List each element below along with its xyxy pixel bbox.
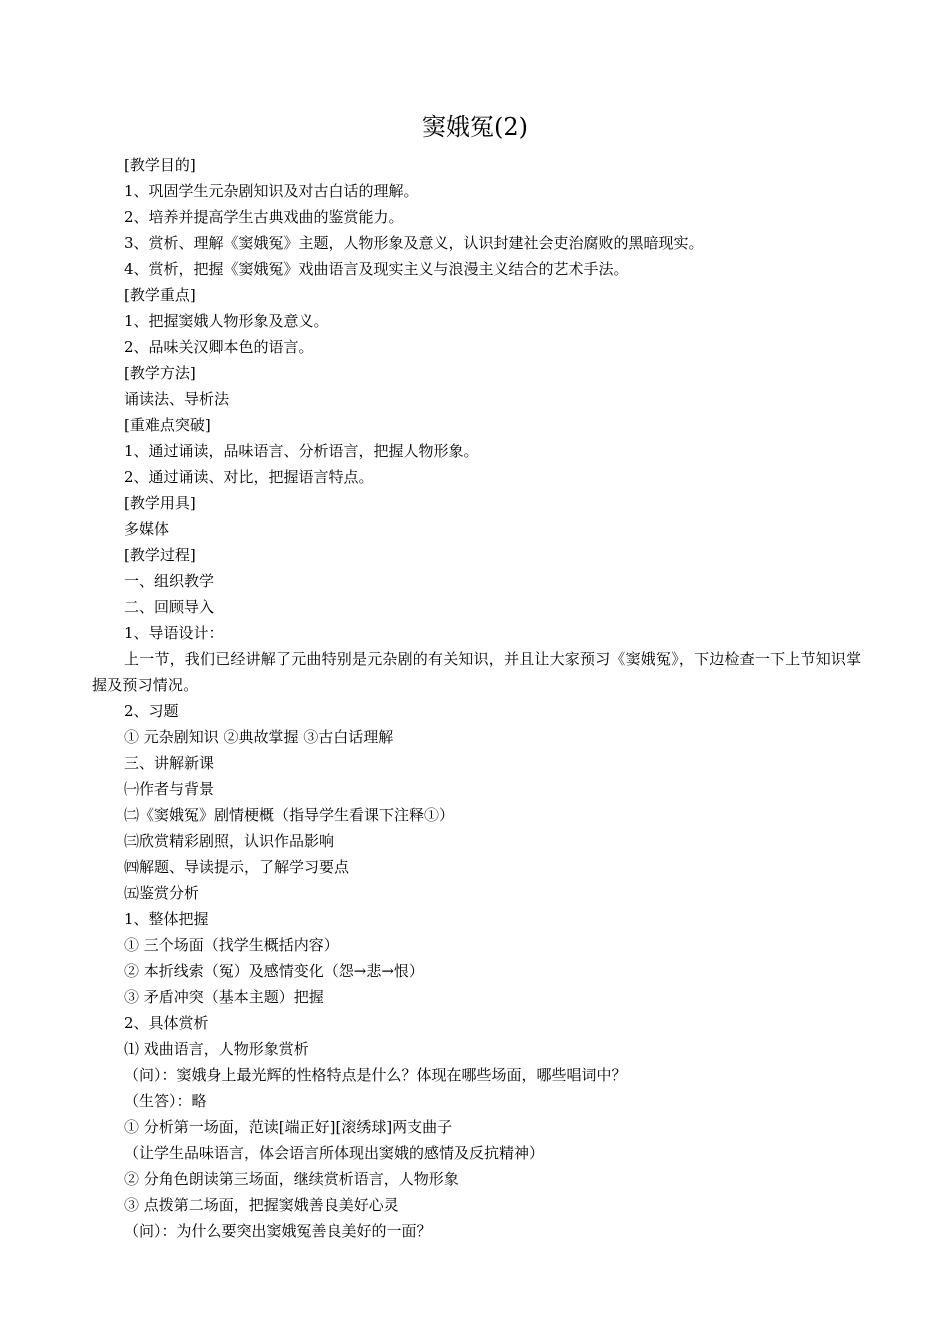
text-line: 1、通过诵读，品味语言、分析语言，把握人物形象。 — [124, 442, 479, 460]
text-line: ㈡《窦娥冤》剧情梗概（指导学生看课下注释①） — [124, 806, 455, 824]
text-line: 1、导语设计： — [124, 624, 224, 642]
text-line: 1、整体把握 — [124, 910, 209, 928]
text-line: 4、赏析，把握《窦娥冤》戏曲语言及现实主义与浪漫主义结合的艺术手法。 — [124, 260, 629, 278]
text-line: [教学用具] — [124, 494, 196, 512]
text-line: ㈢欣赏精彩剧照，认识作品影响 — [124, 832, 335, 850]
document-title: 窦娥冤(2) — [422, 113, 528, 141]
text-line: 1、把握窦娥人物形象及意义。 — [124, 312, 329, 330]
text-line: ① 三个场面（找学生概括内容） — [124, 936, 339, 954]
text-line: 一、组织教学 — [124, 572, 215, 590]
text-line: （生答）：略 — [124, 1092, 207, 1110]
text-line: [教学重点] — [124, 286, 196, 304]
text-line: 2、培养并提高学生古典戏曲的鉴赏能力。 — [124, 208, 404, 226]
text-line: 2、具体赏析 — [124, 1014, 209, 1032]
document-body — [92, 152, 868, 1244]
text-line: 诵读法、导析法 — [124, 390, 230, 408]
text-line: 1、巩固学生元杂剧知识及对古白话的理解。 — [124, 182, 419, 200]
text-line: ① 分析第一场面，范读[端正好][滚绣球]两支曲子 — [124, 1118, 453, 1136]
text-line: 三、讲解新课 — [124, 754, 215, 772]
text-line: ㈣解题、导读提示，了解学习要点 — [124, 858, 350, 876]
text-line: [教学方法] — [124, 364, 196, 382]
body-paragraph: 上一节，我们已经讲解了元曲特别是元杂剧的有关知识，并且让大家预习《窦娥冤》，下边检查一下上节知识掌握及预习情况。 — [92, 650, 862, 694]
text-line: ② 分角色朗读第三场面，继续赏析语言，人物形象 — [124, 1170, 459, 1188]
text-line: 3、赏析、理解《窦娥冤》主题，人物形象及意义，认识封建社会吏治腐败的黑暗现实。 — [124, 234, 704, 252]
text-line: 多媒体 — [124, 520, 170, 538]
text-line: 2、通过诵读、对比，把握语言特点。 — [124, 468, 374, 486]
text-line: [教学目的] — [124, 156, 196, 174]
text-line: ① 元杂剧知识 ②典故掌握 ③古白话理解 — [124, 728, 394, 746]
text-line: ③ 点拨第二场面，把握窦娥善良美好心灵 — [124, 1196, 399, 1214]
text-line: 2、品味关汉卿本色的语言。 — [124, 338, 314, 356]
text-line: （让学生品味语言，体会语言所体现出窦娥的感情及反抗精神） — [124, 1144, 545, 1162]
text-line: ③ 矛盾冲突（基本主题）把握 — [124, 988, 324, 1006]
text-line: 2、习题 — [124, 702, 179, 720]
text-line: ⑴ 戏曲语言，人物形象赏析 — [124, 1040, 309, 1058]
text-line: [教学过程] — [124, 546, 196, 564]
text-line: 二、回顾导入 — [124, 598, 215, 616]
text-line: ㈤鉴赏分析 — [124, 884, 200, 902]
text-line: [重难点突破] — [124, 416, 211, 434]
text-line: （问）：窦娥身上最光辉的性格特点是什么？体现在哪些场面，哪些唱词中？ — [124, 1066, 627, 1084]
text-line: （问）：为什么要突出窦娥冤善良美好的一面？ — [124, 1222, 432, 1240]
text-line: ㈠作者与背景 — [124, 780, 215, 798]
text-line: ② 本折线索（冤）及感情变化（怨→悲→恨） — [124, 962, 424, 980]
